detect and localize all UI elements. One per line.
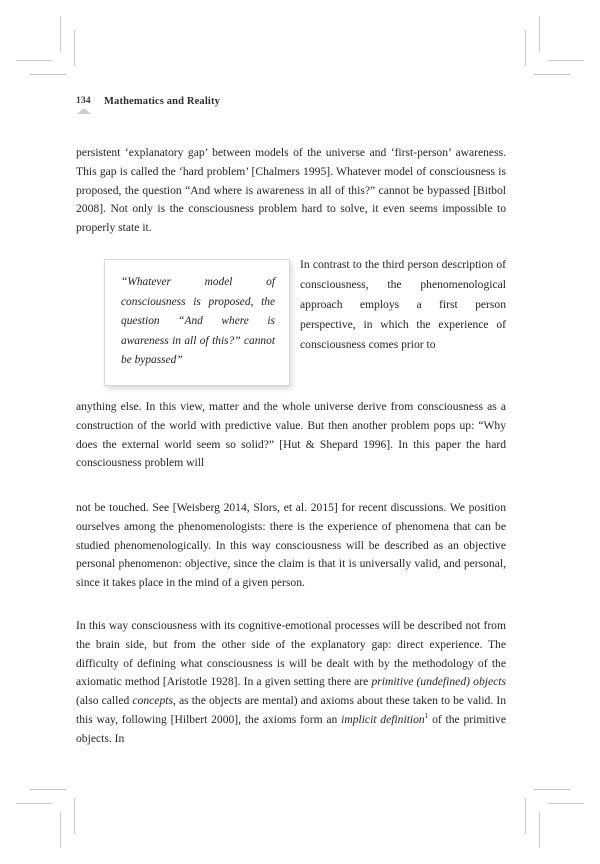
para4-italic-implicit-definition: implicit definition: [341, 712, 425, 726]
paragraph-opening: persistent ‘explanatory gap’ between models of the universe and ‘first-person’ awareness. This gap is called the ‘hard problem’ [Chalmers 1995]. Whatever model of consciousness is proposed, the question “And where is awareness in all of this?” cannot be bypassed [Bitbol 2008]. Not only is the consciousness problem hard to solve, it even seems impossible to properly state it.: [76, 146, 506, 235]
crop-mark-horizontal: [548, 803, 584, 804]
paragraph-axiomatic-method: [76, 617, 506, 748]
crop-mark-horizontal: [16, 803, 52, 804]
para4-italic-primitive-objects: primitive (undefined) objects: [371, 675, 507, 689]
running-head-title: Mathematics and Reality: [104, 96, 221, 107]
crop-mark-bottom-left: [16, 788, 76, 848]
paragraph-continued: anything else. In this view, matter and the whole universe derive from consciousness as a construction of the world with predictive value. But then another problem pops up: “Why does the external world seem so solid?” [Hut & Shepard 1996]. In this paper the hard consciousness problem will: [76, 399, 506, 470]
para4-segment-3: , as the objects are mental) and axioms about these taken to be valid. In this way, following [Hilbert 2000], the axioms form an: [76, 694, 506, 726]
running-head: [76, 96, 506, 122]
para4-segment-4: of the primitive objects. In: [76, 712, 506, 745]
crop-mark-horizontal-secondary: [30, 74, 66, 75]
sidebar-paragraph: In contrast to the third person description of consciousness, the phenomenological approach employs a first person perspective, in which the experience of consciousness comes prior to: [300, 257, 506, 351]
crop-mark-top-left: [16, 16, 76, 76]
crop-mark-horizontal: [16, 60, 52, 61]
triangle-ornament-icon: [77, 108, 91, 114]
crop-mark-vertical: [539, 16, 540, 52]
crop-mark-top-right: [524, 16, 584, 76]
pull-quote-box: [104, 259, 290, 386]
pull-quote-region: [76, 253, 506, 396]
footnote-marker[interactable]: 1: [424, 712, 429, 721]
pull-quote-text: “Whatever model of consciousness is proposed, the question “And where is awareness in all of this?” cannot be bypassed”: [121, 275, 275, 367]
paragraph-phenomenologists: not be touched. See [Weisberg 2014, Slors, et al. 2015] for recent discussions. We position ourselves among the phenomenologists: there is the experience of phenomena that can be studied phenomenologically. In this way consciousness will be described as an objective personal phenomenon: objective, since the claim is that it is universally valid, and personal, since it takes place in the mind of a given person.: [76, 501, 506, 590]
crop-mark-vertical-secondary: [74, 30, 75, 66]
crop-mark-vertical: [60, 812, 61, 848]
page-number: 134: [76, 96, 91, 106]
para4-italic-concepts: concepts: [132, 694, 173, 708]
crop-mark-vertical: [60, 16, 61, 52]
crop-mark-horizontal: [548, 60, 584, 61]
crop-mark-horizontal-secondary: [30, 789, 66, 790]
crop-mark-vertical-secondary: [74, 798, 75, 834]
crop-mark-vertical-secondary: [525, 30, 526, 66]
crop-mark-vertical-secondary: [525, 798, 526, 834]
para4-segment-2: (also called: [76, 694, 133, 708]
page-content: [76, 96, 506, 763]
para4-segment-1: In this way consciousness with its cognitive-emotional processes will be described not from the brain side, but from the other side of the explanatory gap: direct experience. The difficulty of defining what consciousness is will be dealt with by the methodology of the axiomatic method [Aristotle 1928]. In a given setting there are: [76, 618, 506, 689]
crop-mark-bottom-right: [524, 788, 584, 848]
crop-mark-vertical: [539, 812, 540, 848]
crop-mark-horizontal-secondary: [534, 74, 570, 75]
crop-mark-horizontal-secondary: [534, 789, 570, 790]
